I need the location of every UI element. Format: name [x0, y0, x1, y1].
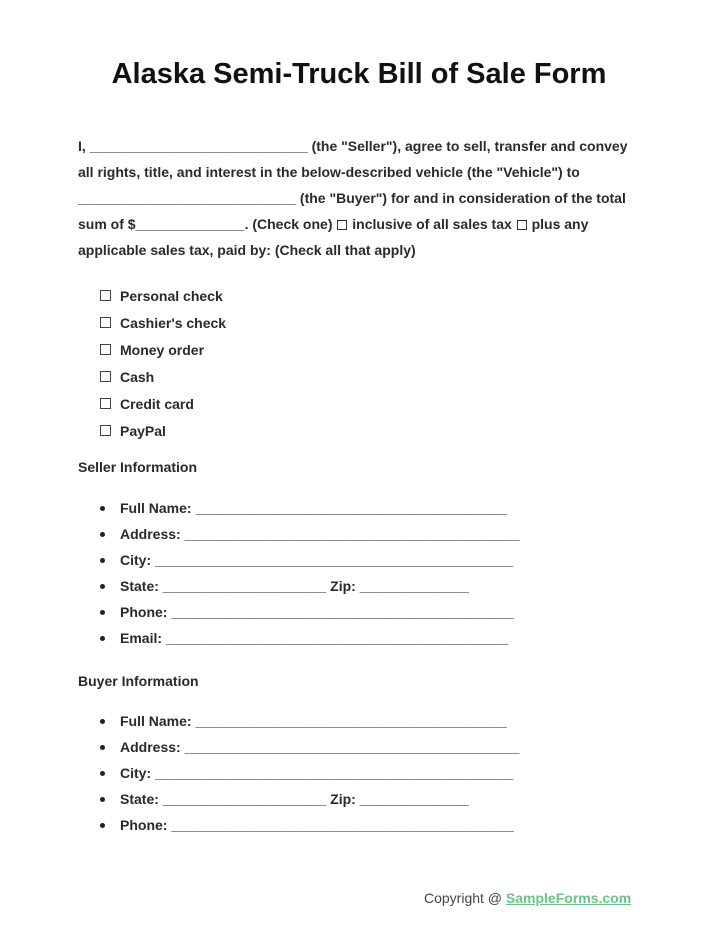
payment-option-cashiers-check[interactable] [100, 309, 226, 336]
seller-city-field[interactable] [100, 547, 519, 573]
field-label: Full Name: ________________________________________ [120, 500, 507, 516]
intro-paragraph [78, 133, 648, 263]
checkbox[interactable] [100, 371, 111, 382]
bullet-icon [100, 532, 105, 537]
seller-phone-field[interactable] [100, 599, 519, 625]
field-label: State: _____________________ Zip: ______________ [120, 791, 469, 807]
buyer-address-field[interactable] [100, 734, 519, 760]
bullet-icon [100, 745, 105, 750]
field-label: Address: ___________________________________________ [120, 739, 520, 755]
payment-option-cash[interactable] [100, 363, 226, 390]
seller-field-list [100, 495, 519, 651]
intro-line-4 [78, 211, 648, 237]
payment-method-list [100, 282, 226, 444]
payment-option-label: PayPal [120, 422, 166, 439]
bullet-icon [100, 823, 105, 828]
seller-address-field[interactable] [100, 521, 519, 547]
checkbox[interactable] [100, 290, 111, 301]
field-label: Phone: ____________________________________________ [120, 817, 514, 833]
seller-email-field[interactable] [100, 625, 519, 651]
seller-section-heading: Seller Information [78, 459, 198, 475]
buyer-phone-field[interactable] [100, 812, 519, 838]
document-title: Alaska Semi-Truck Bill of Sale Form [111, 58, 607, 90]
bullet-icon [100, 771, 105, 776]
seller-full-name-field[interactable] [100, 495, 519, 521]
bullet-icon [100, 636, 105, 641]
payment-option-label: Cash [120, 368, 155, 385]
sampleforms-link[interactable]: SampleForms.com [505, 890, 632, 906]
checkbox[interactable] [100, 425, 111, 436]
payment-option-label: Credit card [120, 395, 194, 412]
intro-line-3: ____________________________ (the "Buyer") for and in consideration of the total [78, 190, 626, 206]
sales-tax-inclusive-checkbox[interactable] [337, 220, 347, 230]
bullet-icon [100, 610, 105, 615]
payment-option-label: Personal check [120, 287, 223, 304]
bullet-icon [100, 719, 105, 724]
bullet-icon [100, 584, 105, 589]
seller-state-zip-field[interactable] [100, 573, 519, 599]
payment-option-paypal[interactable] [100, 417, 226, 444]
payment-option-label: Cashier's check [120, 314, 227, 331]
buyer-full-name-field[interactable] [100, 708, 519, 734]
payment-option-credit-card[interactable] [100, 390, 226, 417]
field-label: City: ______________________________________________ [120, 552, 514, 568]
buyer-field-list [100, 708, 519, 838]
intro-line-2: all rights, title, and interest in the below-described vehicle (the "Vehicle") to [78, 164, 580, 180]
intro-line-1: I, ____________________________ (the "Seller"), agree to sell, transfer and convey [78, 138, 628, 154]
field-label: Address: ___________________________________________ [120, 526, 520, 542]
buyer-state-zip-field[interactable] [100, 786, 519, 812]
copyright-text: Copyright @ [424, 890, 506, 906]
payment-option-personal-check[interactable] [100, 282, 226, 309]
copyright-footer [424, 890, 631, 906]
intro-line-4-start: sum of $______________. (Check one) [78, 216, 333, 232]
checkbox[interactable] [100, 317, 111, 328]
field-label: City: ______________________________________________ [120, 765, 514, 781]
bullet-icon [100, 558, 105, 563]
bullet-icon [100, 797, 105, 802]
field-label: Email: ____________________________________________ [120, 630, 509, 646]
bullet-icon [100, 506, 105, 511]
intro-line-4-end: plus any [531, 216, 589, 232]
checkbox[interactable] [100, 398, 111, 409]
intro-line-4-middle: inclusive of all sales tax [352, 216, 512, 232]
buyer-section-heading: Buyer Information [78, 673, 199, 689]
payment-option-label: Money order [120, 341, 205, 358]
field-label: Full Name: ________________________________________ [120, 713, 507, 729]
payment-option-money-order[interactable] [100, 336, 226, 363]
field-label: State: _____________________ Zip: ______________ [120, 578, 469, 594]
sales-tax-plus-checkbox[interactable] [517, 220, 527, 230]
field-label: Phone: ____________________________________________ [120, 604, 514, 620]
checkbox[interactable] [100, 344, 111, 355]
intro-line-5: applicable sales tax, paid by: (Check all that apply) [78, 242, 416, 258]
buyer-city-field[interactable] [100, 760, 519, 786]
